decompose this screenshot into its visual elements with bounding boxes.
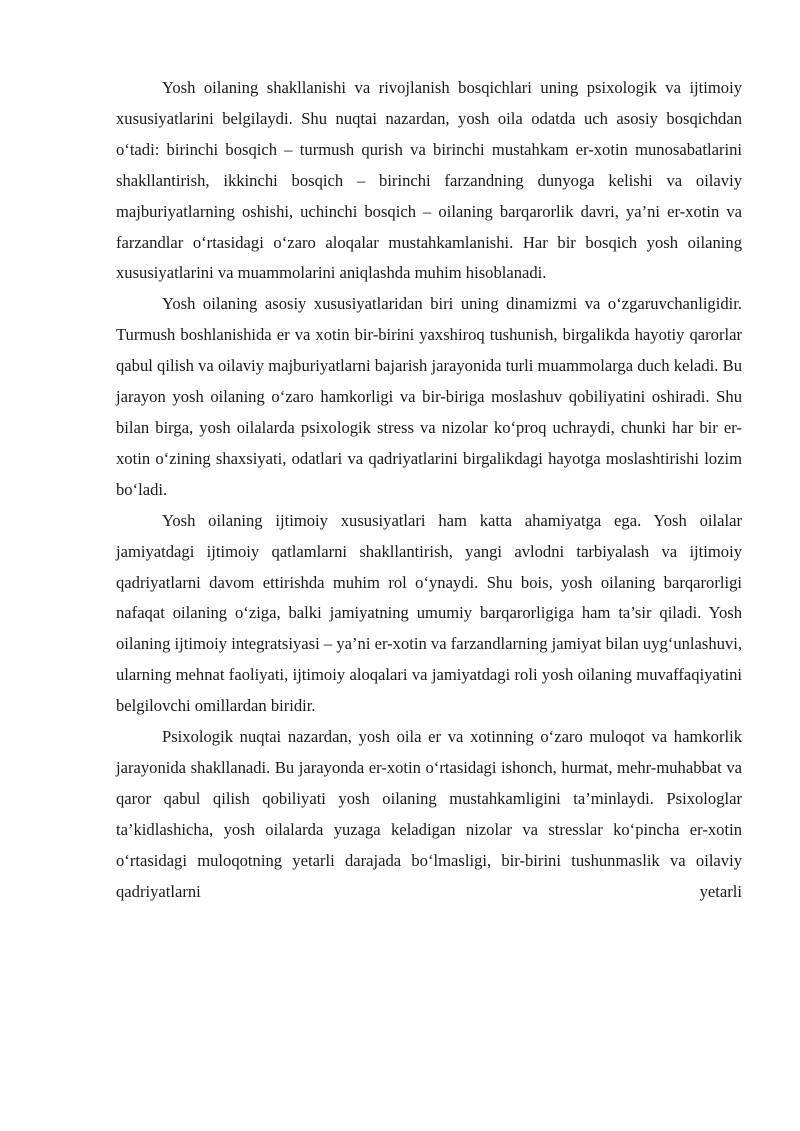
- paragraph-2: Yosh oilaning asosiy xususiyatlaridan biri uning dinamizmi va o‘zgaruvchanligidir. Turmush boshlanishida er va xotin bir-birini yaxshiroq tushunish, birgalikda hayotiy qarorlar qabul qilish va oilaviy majburiyatlarni bajarish jarayonida turli muammolarga duch keladi. Bu jarayon yosh oilaning o‘zaro hamkorligi va bir-biriga moslashuv qobiliyatini oshiradi. Shu bilan birga, yosh oilalarda psixologik stress va nizolar ko‘proq uchraydi, chunki har bir er-xotin o‘zining shaxsiyati, odatlari va qadriyatlarini birgalikdagi hayotga moslashtirishi lozim bo‘ladi.: [116, 294, 742, 499]
- paragraph-3: Yosh oilaning ijtimoiy xususiyatlari ham katta ahamiyatga ega. Yosh oilalar jamiyatdagi ijtimoiy qatlamlarni shakllantirish, yangi avlodni tarbiyalash va ijtimoiy qadriyatlarni davom ettirishda muhim rol o‘ynaydi. Shu bois, yosh oilaning barqarorligi nafaqat oilaning o‘ziga, balki jamiyatning umumiy barqarorligiga ham ta’sir qiladi. Yosh oilaning ijtimoiy integratsiyasi – ya’ni er-xotin va farzandlarning jamiyat bilan uyg‘unlashuvi, ularning mehnat faoliyati, ijtimoiy aloqalari va jamiyatdagi roli yosh oilaning muvaffaqiyatini belgilovchi omillardan biridir.: [116, 510, 742, 716]
- paragraph-1: Yosh oilaning shakllanishi va rivojlanish bosqichlari uning psixologik va ijtimoiy xususiyatlarini belgilaydi. Shu nuqtai nazardan, yosh oila odatda uch asosiy bosqichdan o‘tadi: birinchi bosqich – turmush qurish va birinchi mustahkam er-xotin munosabatlarini shakllantirish, ikkinchi bosqich – birinchi farzandning dunyoga kelishi va oilaviy majburiyatlarning oshishi, uchinchi bosqich – oilaning barqarorlik davri, ya’ni er-xotin va farzandlar o‘rtasidagi o‘zaro aloqalar mustahkamlanishi. Har bir bosqich yosh oilaning xususiyatlarini va muammolarini aniqlashda muhim hisoblanadi.: [116, 78, 742, 283]
- paragraph-4: Psixologik nuqtai nazardan, yosh oila er va xotinning o‘zaro muloqot va hamkorlik jarayonida shakllanadi. Bu jarayonda er-xotin o‘rtasidagi ishonch, hurmat, mehr-muhabbat va qaror qabul qilish qobiliyati yosh oilaning mustahkamligini ta’minlaydi. Psixologlar ta’kidlashicha, yosh oilalarda yuzaga keladigan nizolar va stresslar ko‘pincha er-xotin o‘rtasidagi muloqotning yetarli darajada bo‘lmasligi, bir-birini tushunmaslik va oilaviy qadriyatlarni yetarli: [116, 727, 742, 901]
- document-body: [116, 73, 742, 907]
